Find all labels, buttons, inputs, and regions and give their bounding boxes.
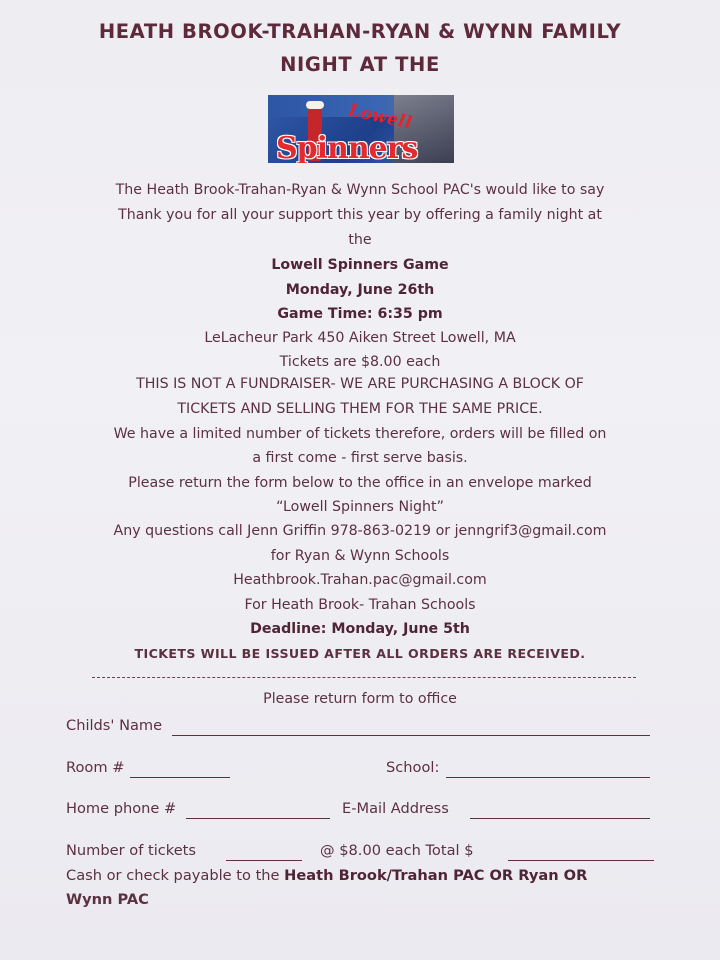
intro-line-2: Thank you for all your support this year by offering a family night at xyxy=(118,207,602,223)
logo-bat-cap-icon xyxy=(306,101,324,109)
payable-recipients: Heath Brook/Trahan PAC OR Ryan OR xyxy=(284,867,588,884)
cut-line-divider xyxy=(92,677,636,678)
intro-line-3: the xyxy=(348,232,372,248)
heath-brook-email: Heathbrook.Trahan.pac@gmail.com xyxy=(233,572,487,588)
room-label: Room # xyxy=(66,759,125,776)
game-time: Game Time: 6:35 pm xyxy=(277,306,443,322)
child-name-field[interactable] xyxy=(172,735,650,736)
game-name: Lowell Spinners Game xyxy=(271,257,449,273)
tickets-issued-notice: TICKETS WILL BE ISSUED AFTER ALL ORDERS ARE RECEIVED. xyxy=(134,646,586,661)
limited-line-2: a first come - first serve basis. xyxy=(252,450,468,466)
notice-line-2: TICKETS AND SELLING THEM FOR THE SAME PRICE. xyxy=(177,401,543,417)
payable-prefix: Cash or check payable to the xyxy=(66,867,285,884)
lowell-spinners-logo xyxy=(268,95,454,163)
school-field[interactable] xyxy=(446,777,650,778)
form-heading: Please return form to office xyxy=(263,691,457,707)
payable-line-2: Wynn PAC xyxy=(66,891,149,908)
flyer-title-line-1: HEATH BROOK-TRAHAN-RYAN & WYNN FAMILY xyxy=(98,20,622,43)
limited-line-1: We have a limited number of tickets therefore, orders will be filled on xyxy=(113,426,607,442)
ticket-price: Tickets are $8.00 each xyxy=(279,354,441,370)
home-phone-field[interactable] xyxy=(186,818,330,819)
price-each-total-label: @ $8.00 each Total $ xyxy=(320,842,474,859)
num-tickets-field[interactable] xyxy=(226,860,302,861)
intro-line-1: The Heath Brook-Trahan-Ryan & Wynn School PAC's would like to say xyxy=(115,182,605,198)
for-heath-brook: For Heath Brook- Trahan Schools xyxy=(244,597,476,613)
email-field[interactable] xyxy=(470,818,650,819)
total-field[interactable] xyxy=(508,860,654,861)
logo-text-lowell: Lowell xyxy=(346,100,415,134)
questions-line-2: for Ryan & Wynn Schools xyxy=(270,548,450,564)
return-line-2: “Lowell Spinners Night” xyxy=(276,499,444,515)
deadline: Deadline: Monday, June 5th xyxy=(250,621,470,637)
notice-line-1: THIS IS NOT A FUNDRAISER- WE ARE PURCHASING A BLOCK OF xyxy=(136,376,584,392)
room-field[interactable] xyxy=(130,777,230,778)
logo-text-spinners: Spinners xyxy=(276,131,418,163)
email-label: E-Mail Address xyxy=(342,800,449,817)
game-location: LeLacheur Park 450 Aiken Street Lowell, MA xyxy=(204,330,516,346)
home-phone-label: Home phone # xyxy=(66,800,177,817)
flyer-title-line-2: NIGHT AT THE xyxy=(280,53,440,76)
num-tickets-label: Number of tickets xyxy=(66,842,197,859)
game-date: Monday, June 26th xyxy=(285,282,435,298)
questions-line-1: Any questions call Jenn Griffin 978-863-0219 or jenngrif3@gmail.com xyxy=(113,523,607,539)
child-name-label: Childs' Name xyxy=(66,717,163,734)
return-line-1: Please return the form below to the office in an envelope marked xyxy=(128,475,592,491)
school-label: School: xyxy=(386,759,440,776)
payable-line-1 xyxy=(66,867,587,884)
